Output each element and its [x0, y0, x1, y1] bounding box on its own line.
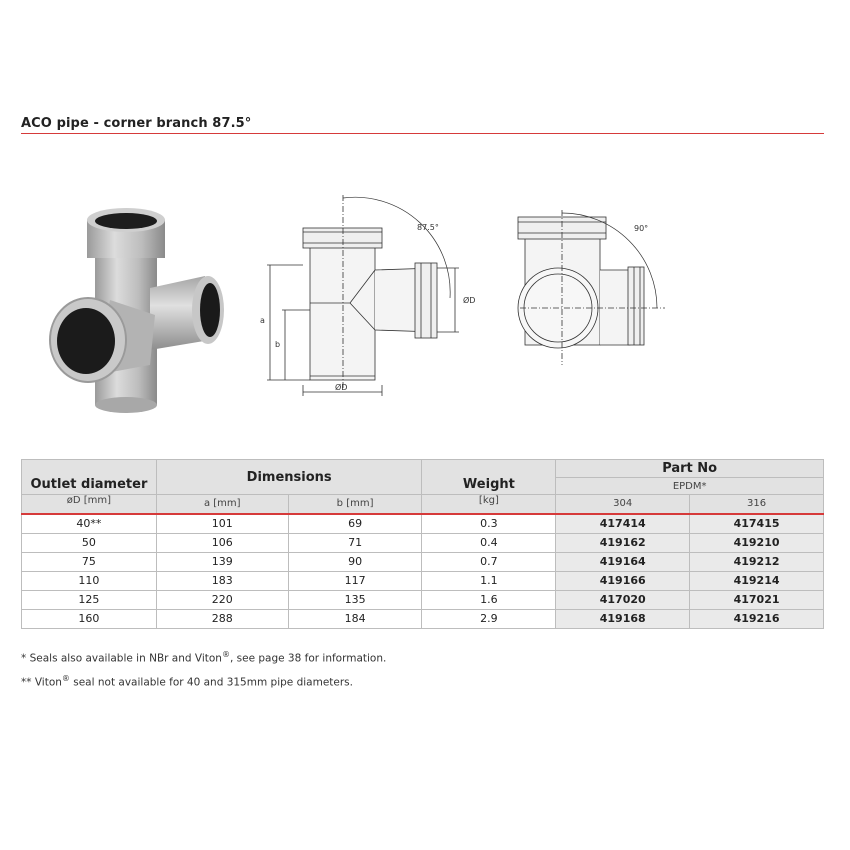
table-row: [22, 609, 824, 628]
cell-outlet-diameter: 125: [22, 590, 157, 609]
header-b: b [mm]: [288, 495, 422, 514]
cell-outlet-diameter: 160: [22, 609, 157, 628]
footnote-2-text: ** Viton: [21, 676, 62, 688]
table-row: [22, 552, 824, 571]
cell-weight: 0.7: [422, 552, 556, 571]
cell-outlet-diameter: 75: [22, 552, 157, 571]
cell-part-316: 417021: [690, 590, 824, 609]
header-partno: Part No: [556, 460, 824, 478]
branch-diameter-label: ØD: [463, 296, 476, 305]
footnotes: [21, 645, 386, 692]
cell-dim-b: 71: [288, 533, 422, 552]
header-epdm: EPDM*: [556, 478, 824, 495]
cell-part-304: 419164: [556, 552, 690, 571]
title-divider: [21, 133, 824, 134]
table-row: [22, 571, 824, 590]
cell-part-304: 417414: [556, 514, 690, 534]
product-photo: [40, 200, 230, 415]
specification-rows: [22, 514, 824, 629]
header-outlet: [22, 460, 157, 495]
cell-part-316: 419210: [690, 533, 824, 552]
registered-mark: ®: [61, 673, 70, 683]
cell-part-316: 417415: [690, 514, 824, 534]
cell-dim-a: 220: [156, 590, 288, 609]
header-weight-title: Weight: [462, 477, 515, 492]
cell-outlet-diameter: 110: [22, 571, 157, 590]
dim-b-label: b: [275, 340, 281, 349]
header-dimensions: Dimensions: [156, 460, 422, 495]
cell-dim-b: 135: [288, 590, 422, 609]
cell-part-316: 419216: [690, 609, 824, 628]
footnote-2-tail: seal not available for 40 and 315mm pipe diameters.: [69, 676, 353, 688]
cell-part-304: 417020: [556, 590, 690, 609]
table-row: [22, 514, 824, 534]
cell-weight: 1.6: [422, 590, 556, 609]
cell-dim-a: 106: [156, 533, 288, 552]
footnote-1: [21, 645, 386, 669]
page-title: ACO pipe - corner branch 87.5°: [21, 116, 252, 131]
cell-part-304: 419166: [556, 571, 690, 590]
header-weight-unit: [kg]: [422, 495, 556, 514]
header-a: a [mm]: [156, 495, 288, 514]
cell-weight: 1.1: [422, 571, 556, 590]
cell-dim-b: 69: [288, 514, 422, 534]
footnote-1-text: * Seals also available in NBr and Viton: [21, 652, 222, 665]
cell-outlet-diameter: 50: [22, 533, 157, 552]
cell-part-316: 419214: [690, 571, 824, 590]
header-outlet-title: Outlet diameter: [30, 477, 148, 492]
cell-weight: 0.3: [422, 514, 556, 534]
side-view-drawing: [255, 190, 485, 405]
bottom-diameter-label: ØD: [335, 383, 348, 392]
cell-dim-b: 117: [288, 571, 422, 590]
cell-weight: 2.9: [422, 609, 556, 628]
table-row: [22, 590, 824, 609]
registered-mark: ®: [221, 650, 230, 659]
cell-part-304: 419168: [556, 609, 690, 628]
dim-a-label: a: [260, 316, 265, 325]
cell-dim-a: 139: [156, 552, 288, 571]
header-316: 316: [690, 495, 824, 514]
cell-dim-b: 184: [288, 609, 422, 628]
footnote-2: [21, 669, 386, 693]
header-weight: [422, 460, 556, 495]
header-outlet-unit: øD [mm]: [22, 495, 157, 514]
cell-outlet-diameter: 40**: [22, 514, 157, 534]
footnote-1-tail: , see page 38 for information.: [229, 652, 387, 665]
cell-dim-a: 288: [156, 609, 288, 628]
cell-dim-b: 90: [288, 552, 422, 571]
angle-label-front: 90°: [634, 224, 649, 233]
front-view-drawing: [500, 205, 680, 370]
cell-dim-a: 183: [156, 571, 288, 590]
cell-weight: 0.4: [422, 533, 556, 552]
cell-part-316: 419212: [690, 552, 824, 571]
angle-label-side: 87.5°: [417, 223, 439, 232]
table-row: [22, 533, 824, 552]
specification-table: [21, 459, 824, 629]
header-304: 304: [556, 495, 690, 514]
cell-part-304: 419162: [556, 533, 690, 552]
cell-dim-a: 101: [156, 514, 288, 534]
